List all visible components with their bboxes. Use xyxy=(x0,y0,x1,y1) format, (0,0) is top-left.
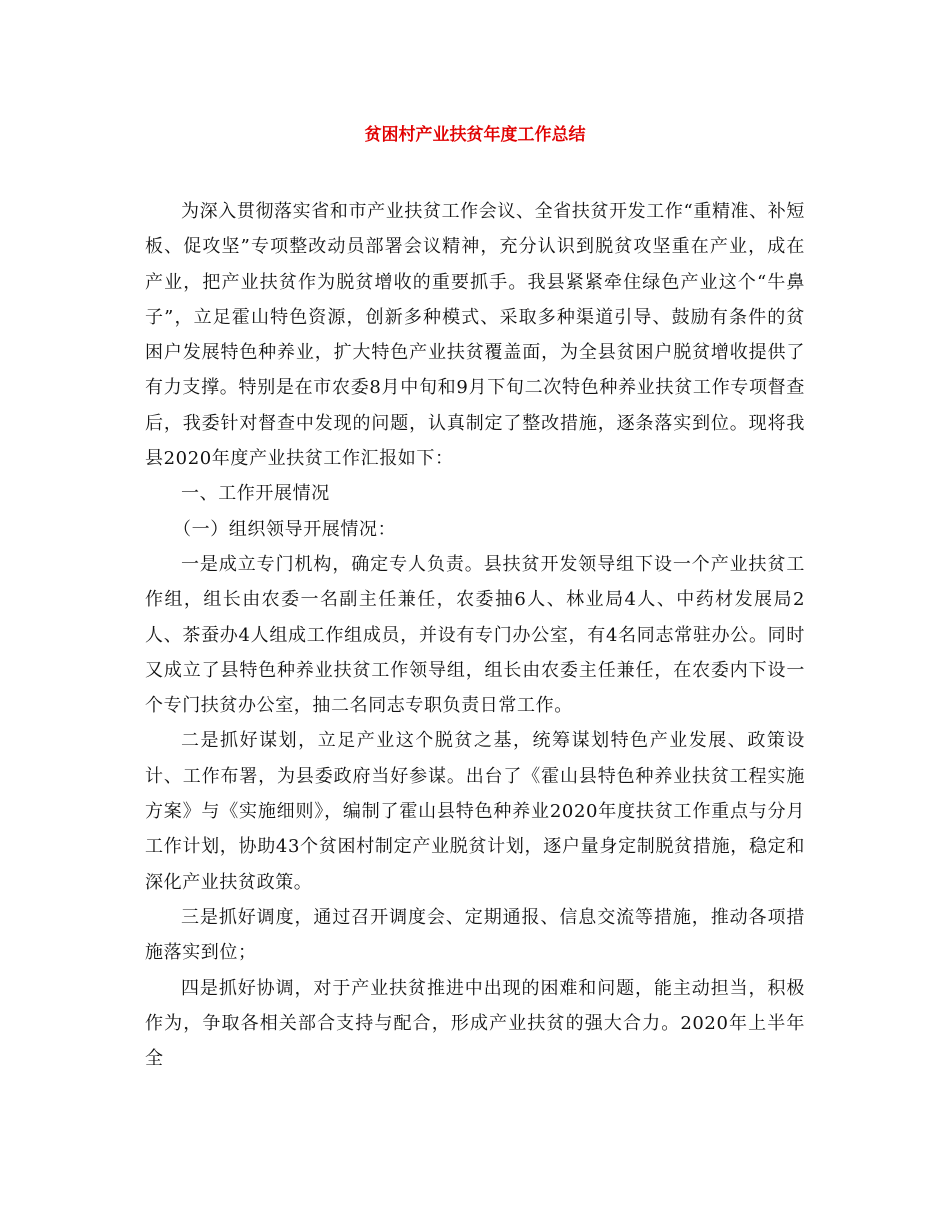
paragraph-point-two: 二是抓好谋划，立足产业这个脱贫之基，统筹谋划特色产业发展、政策设计、工作布署，为县委政府当好参谋。出台了《霍山县特色种养业扶贫工程实施方案》与《实施细则》，编制了霍山县特色种养业2020年度扶贫工作重点与分月工作计划，协助43个贫困村制定产业脱贫计划，逐户量身定制脱贫措施，稳定和深化产业扶贫政策。 xyxy=(145,730,805,893)
document-body xyxy=(145,194,805,1076)
document-title: 贫困村产业扶贫年度工作总结 xyxy=(364,125,586,145)
section-heading-work-status: 一、工作开展情况 xyxy=(181,483,330,505)
paragraph-point-one: 一是成立专门机构，确定专人负责。县扶贫开发领导组下设一个产业扶贫工作组，组长由农委一名副主任兼任，农委抽6人、林业局4人、中药材发展局2人、茶蚕办4人组成工作组成员，并设有专门办公室，有4名同志常驻办公。同时又成立了县特色种养业扶贫工作领导组，组长由农委主任兼任，在农委内下设一个专门扶贫办公室，抽二名同志专职负责日常工作。 xyxy=(145,553,805,717)
subsection-heading-organization: （一）组织领导开展情况： xyxy=(173,518,397,540)
intro-paragraph: 为深入贯彻落实省和市产业扶贫工作会议、全省扶贫开发工作“重精准、补短板、促攻坚”专项整改动员部署会议精神，充分认识到脱贫攻坚重在产业，成在产业，把产业扶贫作为脱贫增收的重要抓手。我县紧紧牵住绿色产业这个“牛鼻子”，立足霍山特色资源，创新多种模式、采取多种渠道引导、鼓励有条件的贫困户发展特色种养业，扩大特色产业扶贫覆盖面，为全县贫困户脱贫增收提供了有力支撑。特别是在市农委8月中旬和9月下旬二次特色种养业扶贫工作专项督查后，我委针对督查中发现的问题，认真制定了整改措施，逐条落实到位。现将我县2020年度产业扶贫工作汇报如下： xyxy=(145,201,805,470)
paragraph-point-four: 四是抓好协调，对于产业扶贫推进中出现的困难和问题，能主动担当，积极作为，争取各相关部合支持与配合，形成产业扶贫的强大合力。2020年上半年全 xyxy=(145,977,805,1070)
paragraph-point-three: 三是抓好调度，通过召开调度会、定期通报、信息交流等措施，推动各项措施落实到位； xyxy=(145,906,805,964)
